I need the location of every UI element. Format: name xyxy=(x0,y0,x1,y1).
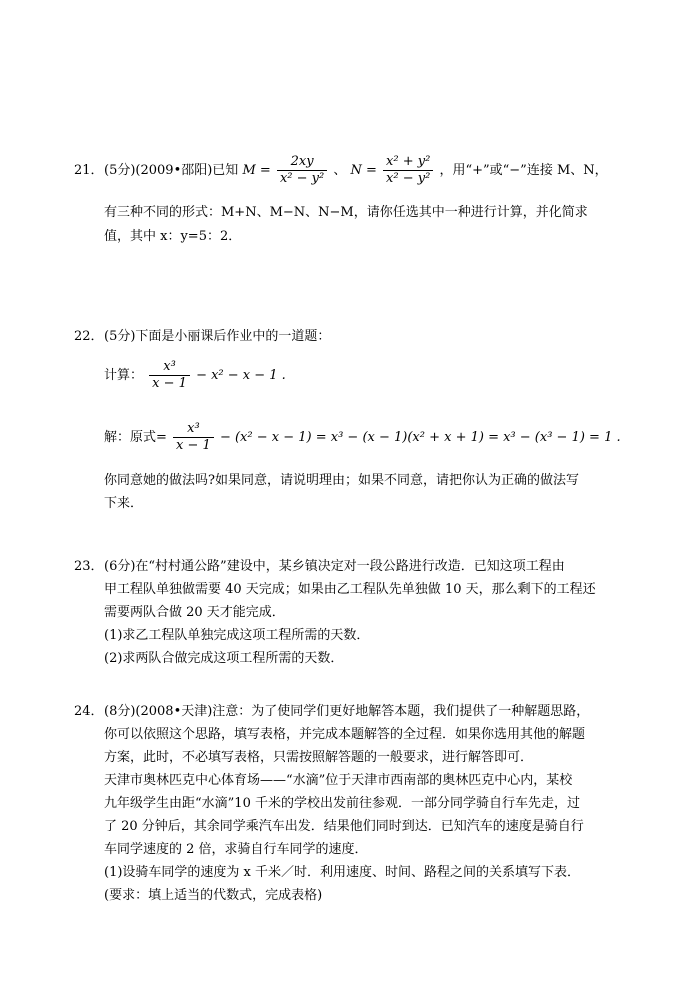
calc-numerator: x³ xyxy=(149,359,190,376)
solution-label: 解：原式= xyxy=(104,430,167,445)
m-numerator: 2xy xyxy=(277,154,327,171)
n-numerator: x² + y² xyxy=(383,154,433,171)
question-21-line-2: 有三种不同的形式：M+N、M−N、N−M，请你任选其中一种进行计算，并化简求 xyxy=(104,205,588,220)
question-22-line-a: 你同意她的做法吗?如果同意，请说明理由；如果不同意，请把你认为正确的做法写 xyxy=(104,473,579,488)
calc-rest: − x² − x − 1 . xyxy=(196,368,286,383)
question-24-line-1: (8分)(2008•天津)注意：为了使同学们更好地解答本题，我们提供了一种解题思路， xyxy=(104,704,590,719)
question-22-solution xyxy=(104,416,621,460)
question-23-line-4: (1)求乙工程队单独完成这项工程所需的天数． xyxy=(104,628,370,643)
question-number: 22． xyxy=(74,329,104,344)
solution-numerator: x³ xyxy=(173,421,214,438)
question-number: 21． xyxy=(74,163,104,178)
separator: 、 xyxy=(333,163,347,178)
n-fraction xyxy=(383,154,433,187)
calc-fraction xyxy=(149,359,190,392)
question-22-line-b: 下来． xyxy=(104,496,144,511)
question-24-line-9: (要求：填上适当的代数式，完成表格) xyxy=(104,888,323,903)
question-24-line-6: 了 20 分钟后，其余同学乘汽车出发．结果他们同时到达．已知汽车的速度是骑自行 xyxy=(104,819,584,834)
question-23-line-2: 甲工程队单独做需要 40 天完成；如果由乙工程队先单独做 10 天，那么剩下的工程还 xyxy=(104,582,596,597)
question-21-line-1 xyxy=(104,148,608,193)
solution-rest: − (x² − x − 1) = x³ − (x − 1)(x² + x + 1) = x³ − (x³ − 1) = 1 . xyxy=(219,430,621,445)
question-24-line-3: 方案，此时，不必填写表格，只需按照解答题的一般要求，进行解答即可． xyxy=(104,750,534,765)
question-21-tail: ，用“+”或“−”连接 M、N， xyxy=(439,163,608,178)
question-number: 24． xyxy=(74,704,104,719)
m-fraction xyxy=(277,154,327,187)
question-23-line-3: 需要两队合做 20 天才能完成． xyxy=(104,605,285,620)
question-22-calc xyxy=(104,354,286,398)
m-label: M = xyxy=(242,163,271,178)
question-22-intro: (5分)下面是小丽课后作业中的一道题： xyxy=(104,329,331,344)
calc-denominator: x − 1 xyxy=(152,376,187,391)
question-24-line-7: 车同学速度的 2 倍，求骑自行车同学的速度． xyxy=(104,842,368,857)
question-24-line-2: 你可以依照这个思路，填写表格，并完成本题解答的全过程．如果你选用其他的解题 xyxy=(104,727,586,742)
question-21-source: (5分)(2009•邵阳)已知 xyxy=(104,163,239,178)
question-23-line-1: (6分)在“村村通公路”建设中，某乡镇决定对一段公路进行改造．已知这项工程由 xyxy=(104,559,565,574)
question-21-line-3: 值，其中 x：y=5：2． xyxy=(104,229,242,244)
m-denominator: x² − y² xyxy=(279,171,325,186)
n-label: N = xyxy=(350,163,377,178)
n-denominator: x² − y² xyxy=(386,171,431,186)
question-24-line-8: (1)设骑车同学的速度为 x 千米／时．利用速度、时间、路程之间的关系填写下表． xyxy=(104,865,581,880)
solution-fraction xyxy=(173,421,214,454)
calc-label: 计算： xyxy=(104,368,144,383)
question-number: 23． xyxy=(74,559,104,574)
question-23-line-5: (2)求两队合做完成这项工程所需的天数． xyxy=(104,651,344,666)
solution-denominator: x − 1 xyxy=(176,438,211,453)
question-24-line-4: 天津市奥林匹克中心体育场——“水滴”位于天津市西南部的奥林匹克中心内，某校 xyxy=(104,773,573,788)
question-24-line-5: 九年级学生由距“水滴”10 千米的学校出发前往参观．一部分同学骑自行车先走，过 xyxy=(104,796,580,811)
